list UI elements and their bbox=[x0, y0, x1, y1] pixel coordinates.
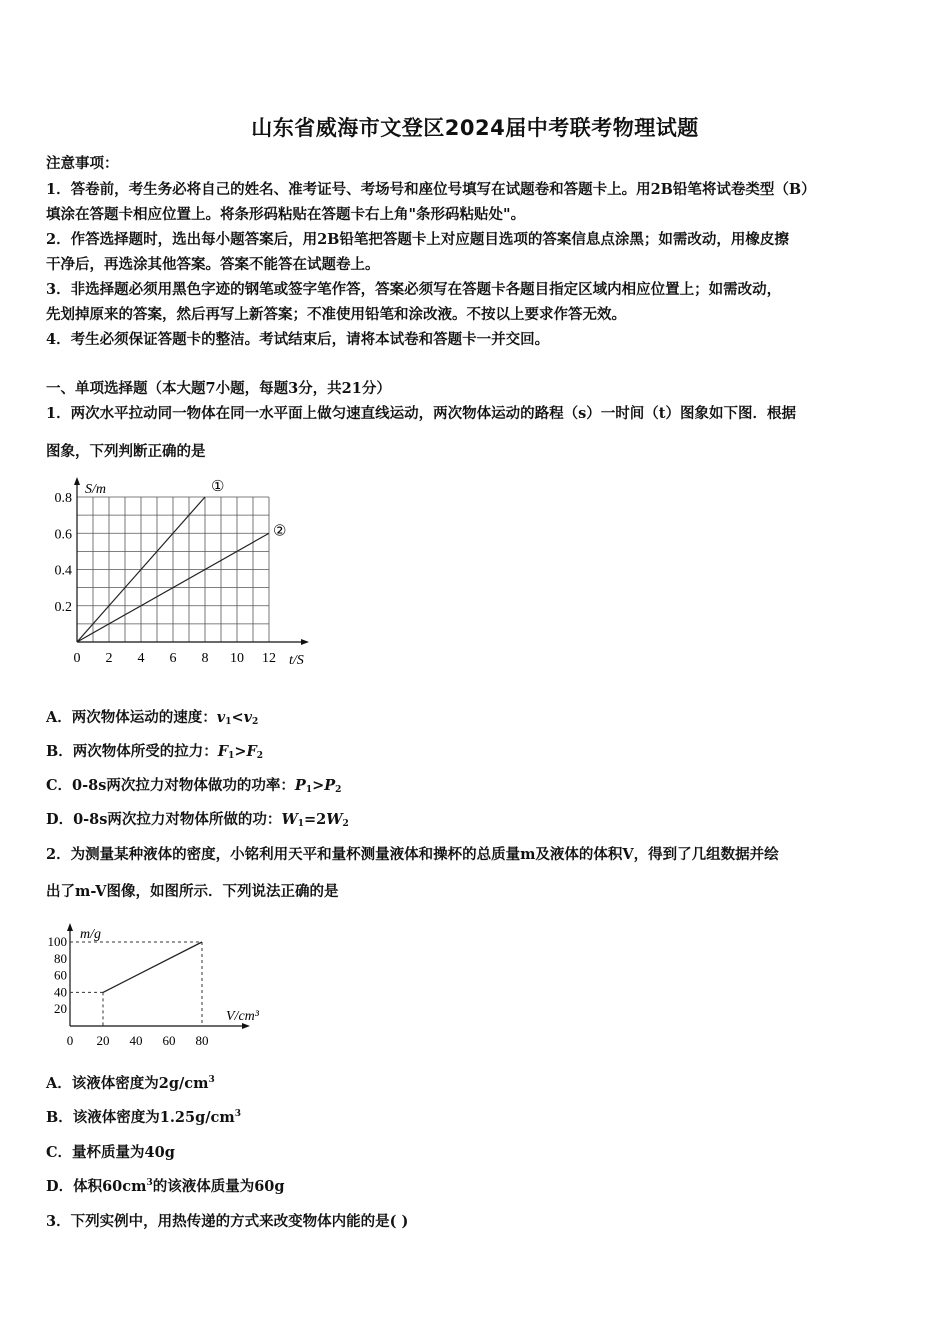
st-graph-grid bbox=[77, 497, 269, 642]
series-label: ① bbox=[211, 479, 225, 495]
option-text: C．0-8s两次拉力对物体做功的功率： bbox=[46, 777, 295, 794]
option-text: B．两次物体所受的拉力： bbox=[46, 743, 218, 760]
notice-line: 干净后，再选涂其他答案。答案不能答在试题卷上。 bbox=[46, 256, 380, 273]
x-tick-label: 60 bbox=[162, 1033, 176, 1048]
y-axis-arrow bbox=[67, 923, 73, 931]
y-tick-label: 80 bbox=[54, 950, 67, 966]
x-axis-label: t/S bbox=[289, 653, 304, 668]
notice-line: 填涂在答题卡相应位置上。将条形码粘贴在答题卡右上角"条形码粘贴处"。 bbox=[46, 206, 526, 223]
option-text: A．两次物体运动的速度： bbox=[46, 709, 217, 726]
y-tick-label: 0.2 bbox=[54, 599, 72, 615]
q1-option-a[interactable]: A．两次物体运动的速度：$v_1<v_2$ bbox=[46, 709, 259, 727]
x-tick-label: 20 bbox=[96, 1033, 110, 1048]
y-axis-arrow bbox=[74, 477, 80, 485]
x-tick-label: 0 bbox=[73, 651, 81, 666]
x-axis-arrow bbox=[301, 639, 309, 645]
series-label: ② bbox=[273, 523, 287, 540]
q1-option-d[interactable]: D．0-8s两次拉力对物体所做的功：$W_1=2W_2$ bbox=[46, 811, 349, 829]
x-tick-label: 80 bbox=[195, 1033, 209, 1048]
st-graph bbox=[40, 468, 330, 673]
q1-option-b[interactable]: B．两次物体所受的拉力：$F_1>F_2$ bbox=[46, 743, 264, 761]
x-tick-label: 6 bbox=[169, 651, 177, 666]
q1-stem: 图象，下列判断正确的是 bbox=[46, 443, 206, 460]
x-tick-label: 12 bbox=[262, 651, 276, 666]
notice-heading: 注意事项： bbox=[46, 155, 119, 172]
mv-graph-lines bbox=[70, 942, 202, 1026]
q2-option-b[interactable]: B．该液体密度为$1.25g/cm^3$ bbox=[46, 1109, 241, 1126]
x-tick-label: 4 bbox=[137, 651, 145, 666]
q1-stem: 1．两次水平拉动同一物体在同一水平面上做匀速直线运动，两次物体运动的路程（s）一时间（t）图象如下图．根据 bbox=[46, 405, 796, 422]
mv-graph bbox=[40, 910, 285, 1055]
q1-option-c[interactable]: C．0-8s两次拉力对物体做功的功率：$P_1>P_2$ bbox=[46, 777, 342, 795]
y-tick-label: 40 bbox=[54, 984, 67, 1000]
x-axis-label: V/cm³ bbox=[226, 1009, 259, 1024]
notice-line: 2．作答选择题时，选出每小题答案后，用2B铅笔把答题卡上对应题目选项的答案信息点涂黑；如需改动，用橡皮擦 bbox=[46, 231, 789, 248]
y-axis-label: m/g bbox=[80, 927, 101, 942]
notice-line: 1．答卷前，考生务必将自己的姓名、准考证号、考场号和座位号填写在试题卷和答题卡上。用2B铅笔将试卷类型（B） bbox=[46, 181, 816, 198]
q2-option-d[interactable]: D．体积$60cm^3$的该液体质量为60g bbox=[46, 1178, 285, 1195]
y-tick-label: 100 bbox=[47, 934, 67, 949]
q2-option-a[interactable]: A．该液体密度为$2g/cm^3$ bbox=[46, 1075, 215, 1092]
x-tick-label: 0 bbox=[66, 1033, 74, 1048]
x-tick-label: 8 bbox=[201, 651, 209, 666]
st-graph-labels bbox=[55, 479, 304, 668]
notice-line: 3．非选择题必须用黑色字迹的钢笔或签字笔作答，答案必须写在答题卡各题目指定区域内相应位置上；如需改动， bbox=[46, 281, 782, 298]
section-heading: 一、单项选择题（本大题7小题，每题3分，共21分） bbox=[46, 380, 391, 397]
x-tick-label: 2 bbox=[105, 651, 113, 666]
y-tick-label: 0.4 bbox=[54, 563, 72, 579]
q3-stem: 3．下列实例中，用热传递的方式来改变物体内能的是( ) bbox=[46, 1213, 409, 1230]
x-tick-label: 10 bbox=[230, 651, 244, 666]
y-tick-label: 60 bbox=[54, 967, 67, 983]
y-tick-label: 0.8 bbox=[54, 491, 72, 506]
notice-line: 先划掉原来的答案，然后再写上新答案；不准使用铅笔和涂改液。不按以上要求作答无效。 bbox=[46, 306, 626, 323]
page-title: 山东省威海市文登区2024届中考联考物理试题 bbox=[251, 116, 699, 140]
option-text: D．0-8s两次拉力对物体所做的功： bbox=[46, 811, 282, 828]
q2-option-c[interactable]: C．量杯质量为40g bbox=[46, 1144, 175, 1161]
y-axis-label: S/m bbox=[85, 482, 106, 497]
y-tick-label: 20 bbox=[54, 1001, 67, 1017]
y-tick-label: 0.6 bbox=[54, 527, 72, 543]
series-line bbox=[103, 942, 202, 992]
notice-line: 4．考生必须保证答题卡的整洁。考试结束后，请将本试卷和答题卡一并交回。 bbox=[46, 331, 550, 348]
x-tick-label: 40 bbox=[129, 1033, 143, 1048]
mv-graph-labels bbox=[48, 927, 260, 1048]
q2-stem: 2．为测量某种液体的密度，小铭利用天平和量杯测量液体和操杯的总质量m及液体的体积V，得到了几组数据并绘 bbox=[46, 846, 779, 863]
q2-stem: 出了m-V图像，如图所示．下列说法正确的是 bbox=[46, 883, 339, 900]
